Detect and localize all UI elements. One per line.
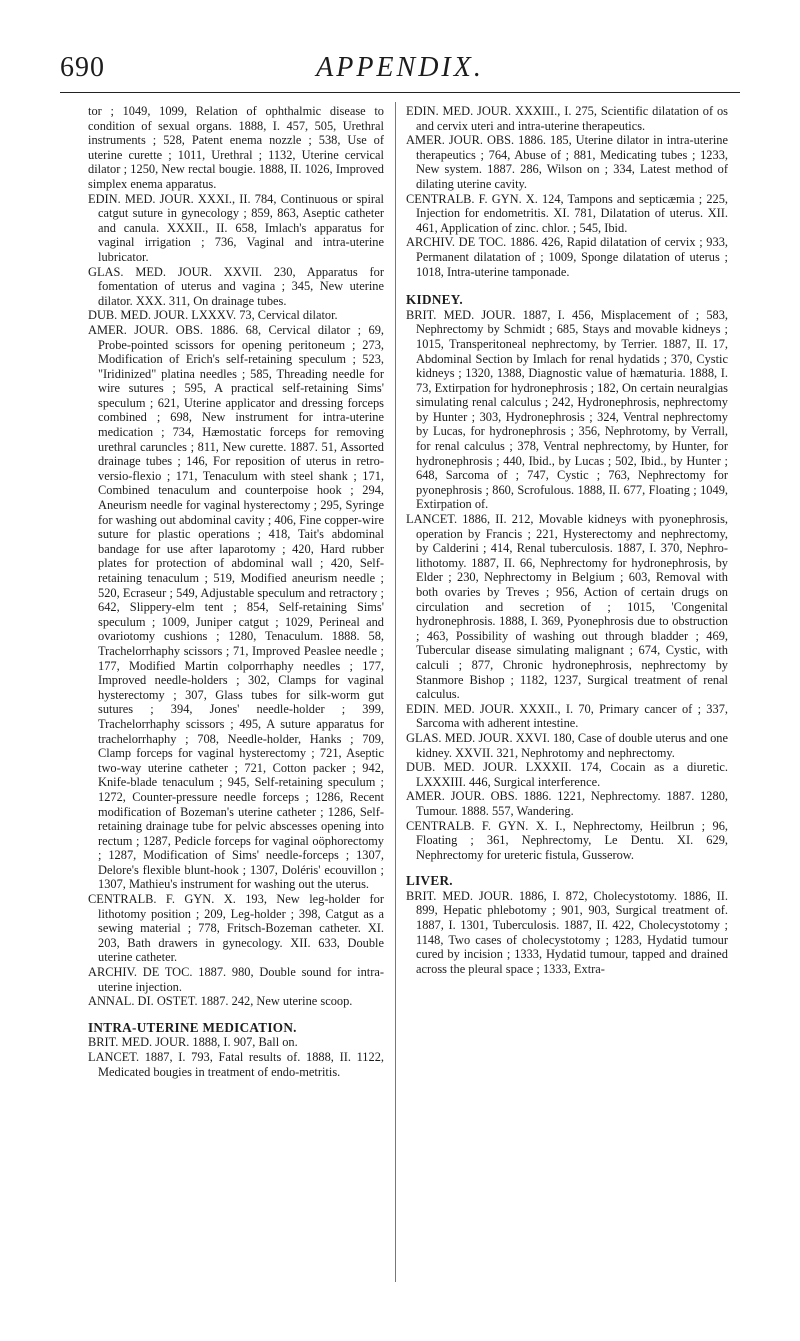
index-entry: LANCET. 1886, II. 212, Movable kidneys with pyonephrosis, operation by Francis ; 221, Hysterectomy and nephrectomy, by Calderini ; 414, Renal tuberculosis. 1887, I. 370, Nephro-lithotomy. 1887, II. 66, Nephrectomy for hydronephrosis, by Elder ; 230, Nephrectomy in Belgium ; 603, Removal with both ovaries by Treves ; 956, Action of certain drugs on circulation and secretion of ; 1015, 'Congenital hydronephrosis. 1888, I. 369, Pyonephrosis due to obstruction ; 463, Possibility of washing out through bladder ; 469, Tubercular disease simulating malignant ; 674, Cystic, with calculi ; 877, Chronic hydronephrosis, nephrectomy by Stanmore Bishop ; 1182, 1237, Surgical treatment of renal calculus. xyxy=(406,512,728,702)
index-entry: DUB. MED. JOUR. LXXXV. 73, Cervical dilator. xyxy=(88,308,338,323)
index-entry: CENTRALB. F. GYN. X. 193, New leg-holder for lithotomy position ; 209, Leg-holder ; 398, Catgut as a sewing material ; 778, Fritsch-Bozeman catheter. XI. 203, Bath drawers in gynecology. XII. 633, Double uterine catheter. xyxy=(88,892,384,965)
index-entry: CENTRALB. F. GYN. X. 124, Tampons and septicæmia ; 225, Injection for endometritis. XI. 781, Dilatation of uterus. XII. 461, Application of zinc. chlor. ; 545, Ibid. xyxy=(406,191,728,235)
section-heading: INTRA-UTERINE MEDICATION. xyxy=(88,1019,297,1035)
index-entry: tor ; 1049, 1099, Relation of ophthalmic disease to condition of sexual organs. 1888, I. 457, 505, Urethral instruments ; 528, Patent enema nozzle ; 538, Use of uterine curette ; 1011, Urethral ; 1132, Uterine cervical dilator ; 1250, New rectal bougie. 1888, II. 1026, Improved simplex enema apparatus. xyxy=(88,104,384,191)
index-entry: ARCHIV. DE TOC. 1886. 426, Rapid dilatation of cervix ; 933, Permanent dilatation of ; 1009, Sponge dilatation of uterus ; 1018, Intra-uterine tamponade. xyxy=(406,235,728,279)
index-entry: BRIT. MED. JOUR. 1886, I. 872, Cholecystotomy. 1886, II. 899, Hepatic phlebotomy ; 901, 903, Surgical treatment of. 1887, I. 1301, Tuberculosis. 1887, II. 422, Cholecystotomy ; 1148, Two cases of cholecystotomy ; 1283, Hydatid tumour cured by incision ; 1333, Hydatid tumour, tapped and drained across the pleural space ; 1333, Extra- xyxy=(406,888,728,976)
index-entry: AMER. JOUR. OBS. 1886. 68, Cervical dilator ; 69, Probe-pointed scissors for opening peritoneum ; 273, Modification of Erich's self-retaining speculum ; 523, "Iridinized" platina needles ; 585, Threading needle for wire sutures ; 595, A practical self-retaining Sims' speculum ; 621, Uterine applicator and dressing forceps combined ; 698, New instrument for intra-uterine medication ; 734, Hæmostatic forceps for removing urethral caruncles ; 811, New curette. 1887. 51, Assorted drainage tubes ; 146, For reposition of uterus in retro-versio-flexio ; 171, Tenaculum with steel shank ; 171, Combined tenaculum and counterpoise hook ; 294, Aneurism needle for vaginal hysterectomy ; 295, Syringe for washing out abdominal cavity ; 406, Fine copper-wire suture for plastic operations ; 418, Tait's abdominal bandage for use after laparotomy ; 420, Hard rubber plates for protection of abdominal wall ; 420, Self-retaining tenaculum ; 519, Modified aneurism needle ; 520, Ecraseur ; 549, Adjustable speculum and retractory ; 642, Slippery-elm tent ; 854, Self-retaining Sims' speculum ; 1009, Juniper catgut ; 1029, Perineal and ovariotomy cushions ; 1280, Tenaculum. 1888. 58, Trachelorrhaphy scissors ; 71, Improved Peaslee needle ; 177, Modified Martin colporrhaphy needles ; 177, Improved needle-holders ; 302, Clamps for vaginal hysterectomy ; 307, Glass tubes for silk-worm gut sutures ; 394, Jones' needle-holder ; 399, Trachelorrhaphy scissors ; 495, A suture apparatus for trachelorrhaphy ; 708, Needle-holder, Hanks ; 709, Clamp forceps for vaginal hysterectomy ; 721, Aseptic two-way uterine catheter ; 721, Cotton packer ; 942, Knife-blade tenaculum ; 945, Self-retaining speculum ; 1272, Counter-pressure needle forceps ; 1286, Recent modification of Bozeman's uterine catheter ; 1286, Self-retaining drainage tube for pelvic abscesses opening into rectum ; 1287, Pedicle forceps for vaginal oöphorectomy ; 1287, Modification of Sims' needle-forceps ; 1307, Delore's flexible blunt-hook ; 1307, Doléris' ecouvillon ; 1307, Mathieu's instrument for washing out the uterus. xyxy=(88,322,384,892)
section-heading: KIDNEY. xyxy=(406,292,463,308)
index-entry: EDIN. MED. JOUR. XXXI., II. 784, Continuous or spiral catgut suture in gynecology ; 859, 863, Aseptic catheter and canula. XXXII., II. 658, Imlach's apparatus for vaginal irrigation ; 736, Vaginal and intra-uterine lubricator. xyxy=(88,191,384,264)
index-entry: LANCET. 1887, I. 793, Fatal results of. 1888, II. 1122, Medicated bougies in treatment of endo-metritis. xyxy=(88,1050,384,1079)
page-number: 690 xyxy=(60,52,105,83)
index-entry: CENTRALB. F. GYN. X. I., Nephrectomy, Heilbrun ; 96, Floating ; 361, Nephrectomy, Le Dentu. XI. 629, Nephrectomy for ureteric fistula, Gusserow. xyxy=(406,818,728,862)
column-divider xyxy=(395,102,396,1282)
index-entry: EDIN. MED. JOUR. XXXII., I. 70, Primary cancer of ; 337, Sarcoma with adherent intestine. xyxy=(406,701,728,731)
index-entry: ARCHIV. DE TOC. 1887. 980, Double sound for intra-uterine injection. xyxy=(88,965,384,994)
index-entry: BRIT. MED. JOUR. 1888, I. 907, Ball on. xyxy=(88,1035,298,1050)
page-header xyxy=(60,52,740,92)
header-rule xyxy=(60,92,740,93)
index-entry: GLAS. MED. JOUR. XXVII. 230, Apparatus for fomentation of uterus and vagina ; 345, New uterine dilator. XXX. 311, On drainage tubes. xyxy=(88,264,384,308)
index-entry: AMER. JOUR. OBS. 1886. 185, Uterine dilator in intra-uterine therapeutics ; 764, Abuse of ; 881, Medicating tubes ; 1233, New system. 1887. 286, Wilson on ; 334, Latest method of dilating uterine cavity. xyxy=(406,133,728,191)
index-entry: BRIT. MED. JOUR. 1887, I. 456, Misplacement of ; 583, Nephrectomy by Schmidt ; 685, Stays and movable kidneys ; 1015, Transperitoneal nephrectomy, by Terrier. 1887, II. 17, Abdominal Section by Imlach for renal hydatids ; 370, Cystic kidneys ; 1320, 1388, Diagnostic value of hæmaturia. 1888, I. 73, Extirpation for hydronephrosis ; 182, On certain neuralgias simulating renal calculus ; 242, Hydronephrosis, nephrectomy by Hunter ; 303, Hydronephrosis ; 324, Ventral nephrectomy by Lucas, for hydronephrosis ; 356, Nephrotomy, by Verrall, for renal calculus ; 378, Ventral nephrectomy, by Hunter, for hydronephrosis ; 440, Ibid., by Lucas ; 502, Ibid., by Hunter ; 648, Sarcoma of ; 747, Cystic ; 763, Nephrectomy for pyonephrosis ; 860, Scrofulous. 1888, II. 677, Floating ; 1049, Extirpation of. xyxy=(406,307,728,512)
right-column xyxy=(406,104,728,976)
index-entry: GLAS. MED. JOUR. XXVI. 180, Case of double uterus and one kidney. XXVII. 321, Nephrotomy and nephrectomy. xyxy=(406,730,728,760)
running-head: APPENDIX. xyxy=(316,52,484,83)
index-entry: EDIN. MED. JOUR. XXXIII., I. 275, Scientific dilatation of os and cervix uteri and intra-uterine therapeutics. xyxy=(406,104,728,133)
section-heading: LIVER. xyxy=(406,873,453,889)
left-column xyxy=(88,104,384,1079)
index-entry: ANNAL. DI. OSTET. 1887. 242, New uterine scoop. xyxy=(88,994,353,1009)
index-entry: AMER. JOUR. OBS. 1886. 1221, Nephrectomy. 1887. 1280, Tumour. 1888. 557, Wandering. xyxy=(406,789,728,818)
index-entry: DUB. MED. JOUR. LXXXII. 174, Cocain as a diuretic. LXXXIII. 446, Surgical interference. xyxy=(406,760,728,789)
